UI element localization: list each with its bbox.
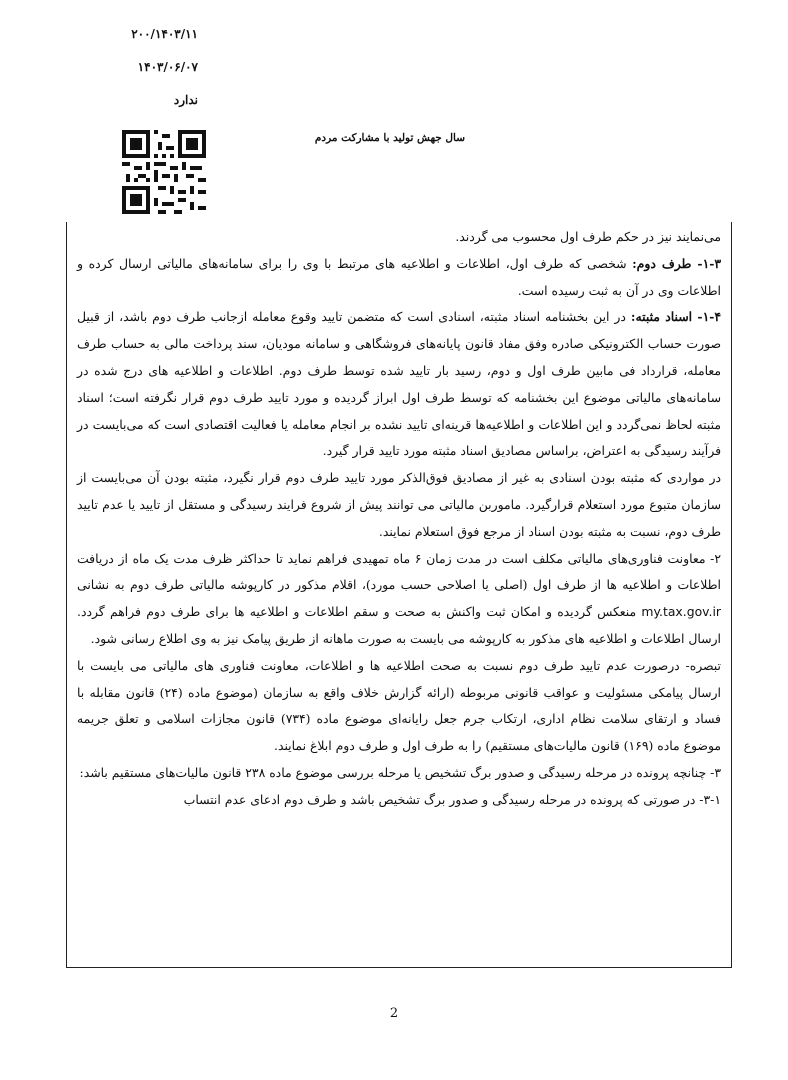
tech-deputy-text-a: ۲- معاونت فناوری‌های مالیاتی مکلف است در مدت زمان ۶ ماه تمهیدی فراهم نماید تا حداکثر ظرف مدت یک ماه از دریافت اطلاعات و اطلاعیه ها از طرف اول (اصلی یا اصلاحی حسب مورد)، اقلام مذکور در کارپوشه مالیاتی طرف دوم به نشانی	[77, 550, 721, 593]
qr-code-icon	[122, 130, 206, 214]
paragraph-case-stage: ۳- چنانچه پرونده در مرحله رسیدگی و صدور برگ تشخیص یا مرحله بررسی موضوع ماده ۲۳۸ قانون مالیات‌های مستقیم باشد:	[79, 764, 721, 780]
slogan: سال جهش تولید با مشارکت مردم	[314, 132, 466, 144]
letter-attachment: ندارد	[173, 93, 198, 107]
tax-portal-link[interactable]: my.tax.gov.ir	[641, 604, 721, 620]
paragraph-other-documents: در مواردی که مثبته بودن اسنادی به غیر از مصادیق فوق‌الذکر مورد تایید طرف دوم قرار نگیرد، مثبته بودن آن می‌بایست از سازمان متبوع مورد استعلام قرارگیرد. ماموربن مالیاتی می توانند پیش از شروع فرایند رسیدگی و مستقل از تایید یا عدم تایید طرف دوم، نسبت به مثبته بودن اسناد از مرجع فوق استعلام نمایند.	[77, 470, 721, 539]
paragraph-continuation: می‌نمایند نیز در حکم طرف اول محسوب می گردند.	[455, 229, 721, 244]
tech-deputy-text-b: منعکس گردیده و امکان ثبت واکنش به صحت و سقم اطلاعات و اطلاعیه ها برای طرف دوم فراهم گردد. ارسال اطلاعات و اطلاعیه های مذکور به کارپوشه می بایست به صورت ماهانه از طریق پیامک نیز به وی اطلاع رسانی شود.	[77, 604, 721, 646]
supporting-documents-text: در این بخشنامه اسناد مثبته، اسنادی است که متضمن تایید وقوع معامله ازجانب طرف دوم باشد، از قبیل صورت حساب الکترونیکی صادره وفق مفاد قانون پایانه‌های فروشگاهی و سامانه مودیان، سند پرداخت مالی به حساب طرف معامله، قرارداد فی مابین طرف اول و دوم، رسید بار تایید شده توسط طرف دوم. اطلاعات و اطلاعیه های درج شده در سامانه‌های مالیاتی موضوع این بخشنامه که توسط طرف اول ابراز گردیده و مورد تایید طرف دوم قرار نگرفته است؛ اسناد مثبته لحاظ نمی‌گردد و این اطلاعات و اطلاعیه‌ها قرینه‌ای تایید نشده بر انجام معامله یا فعالیت اقتصادی است که می‌بایست در فرآیند رسیدگی به اعتراض، براساس مصادیق اسناد مثبته مورد تایید قرار گیرد.	[77, 309, 721, 459]
letter-number: ۲۰۰/۱۴۰۳/۱۱	[131, 27, 198, 41]
second-party-text: شخصی که طرف اول، اطلاعات و اطلاعیه های مرتبط با وی را برای سامانه‌های مالیاتی ارسال کرده و اطلاعات وی در آن به ثبت رسیده است.	[77, 255, 721, 298]
supporting-documents-label: ۱-۴- اسناد مثبته:	[630, 309, 722, 325]
second-party-label: ۱-۳- طرف دوم:	[632, 255, 722, 271]
paragraph-supporting-documents	[77, 304, 721, 465]
letter-date: ۱۴۰۳/۰۶/۰۷	[137, 60, 198, 74]
paragraph-tech-deputy	[77, 546, 721, 653]
letter-meta	[118, 28, 198, 127]
paragraph-note: تبصره- درصورت عدم تایید طرف دوم نسبت به صحت اطلاعیه ها و اطلاعات، معاونت فناوری های مالیاتی می بایست با ارسال پیامکی مسئولیت و عواقب قانونی مربوطه (ارائه گزارش خلاف واقع به سازمان (موضوع ماده (۲۴) قانون مقابله با فساد و ارتقای سلامت نظام اداری، ارتکاب جرم جعل رایانه‌ای موضوع ماده (۷۳۴) قانون مجازات اسلامی و تعلق جریمه موضوع ماده (۱۶۹) قانون مالیات‌های مستقیم) را به طرف اول و طرف دوم ابلاغ نمایند.	[77, 657, 721, 754]
paragraph-second-party	[77, 251, 721, 305]
page-number: 2	[389, 1006, 399, 1021]
document-body	[66, 222, 732, 968]
paragraph-case-stage-sub: ۳-۱- در صورتی که پرونده در مرحله رسیدگی و صدور برگ تشخیص باشد و طرف دوم ادعای عدم انتساب	[183, 791, 721, 807]
